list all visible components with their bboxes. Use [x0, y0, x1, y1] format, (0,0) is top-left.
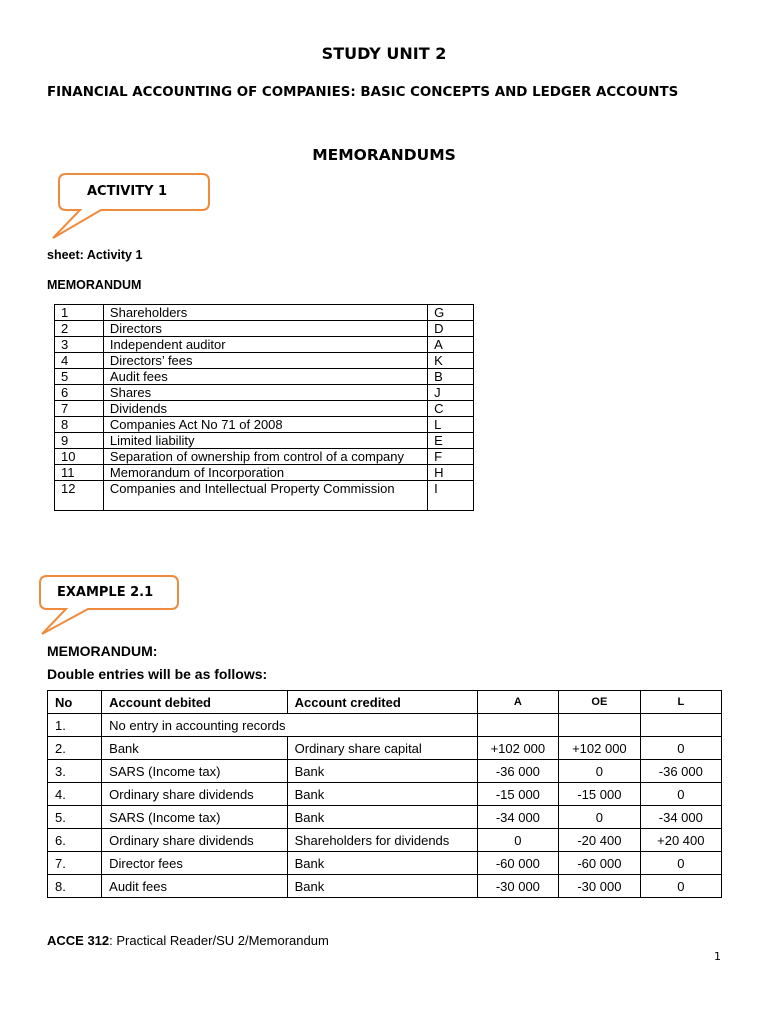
example-memorandum-label: MEMORANDUM: — [47, 643, 158, 659]
section-title: MEMORANDUMS — [312, 146, 456, 164]
footer — [47, 933, 329, 948]
account-debited: Ordinary share dividends — [102, 783, 287, 806]
liabilities-value: +20 400 — [640, 829, 721, 852]
row-number: 5. — [48, 806, 102, 829]
row-number: 3. — [48, 760, 102, 783]
row-letter: F — [428, 449, 474, 465]
owners-equity-value: +102 000 — [559, 737, 641, 760]
table-header-row — [48, 691, 722, 714]
course-code: ACCE 312 — [47, 933, 110, 948]
row-number: 1 — [55, 305, 104, 321]
row-number: 6. — [48, 829, 102, 852]
account-debited: SARS (Income tax) — [102, 806, 287, 829]
page-number: 1 — [714, 950, 721, 963]
row-number: 4. — [48, 783, 102, 806]
table-row — [55, 321, 474, 337]
row-number: 6 — [55, 385, 104, 401]
table-row — [55, 465, 474, 481]
account-debited: Bank — [102, 737, 287, 760]
row-term: Directors’ fees — [103, 353, 427, 369]
column-header-owners-equity: OE — [559, 691, 641, 714]
table-row — [48, 806, 722, 829]
column-header-no: No — [48, 691, 102, 714]
sheet-label: sheet: Activity 1 — [47, 248, 143, 262]
table-row — [55, 449, 474, 465]
double-entries-table — [47, 690, 722, 898]
activity-matching-table — [54, 304, 474, 511]
row-term: Companies and Intellectual Property Commission — [103, 481, 427, 511]
owners-equity-value: 0 — [559, 760, 641, 783]
liabilities-value: -36 000 — [640, 760, 721, 783]
table-row — [55, 481, 474, 511]
account-credited: Bank — [287, 760, 477, 783]
row-number: 12 — [55, 481, 104, 511]
reader-text: : Practical Reader/SU 2/Memorandum — [109, 933, 329, 948]
owners-equity-value: -60 000 — [559, 852, 641, 875]
row-number: 10 — [55, 449, 104, 465]
table-row — [48, 760, 722, 783]
example-callout-label: EXAMPLE 2.1 — [57, 585, 154, 600]
owners-equity-value: 0 — [559, 806, 641, 829]
assets-value: -60 000 — [477, 852, 559, 875]
unit-title: STUDY UNIT 2 — [321, 44, 447, 63]
table-row — [55, 433, 474, 449]
row-letter: K — [428, 353, 474, 369]
account-credited: Shareholders for dividends — [287, 829, 477, 852]
account-credited: Bank — [287, 806, 477, 829]
liabilities-value: 0 — [640, 783, 721, 806]
no-entry-text: No entry in accounting records — [102, 714, 477, 737]
double-entries-intro: Double entries will be as follows: — [47, 666, 268, 682]
account-debited: Director fees — [102, 852, 287, 875]
row-number: 8 — [55, 417, 104, 433]
row-number: 9 — [55, 433, 104, 449]
memorandum-label: MEMORANDUM — [47, 278, 142, 292]
row-term: Independent auditor — [103, 337, 427, 353]
row-term: Companies Act No 71 of 2008 — [103, 417, 427, 433]
row-number: 7. — [48, 852, 102, 875]
row-number: 2 — [55, 321, 104, 337]
liabilities-value: -34 000 — [640, 806, 721, 829]
unit-subtitle: FINANCIAL ACCOUNTING OF COMPANIES: BASIC CONCEPTS AND LEDGER ACCOUNTS — [47, 85, 679, 100]
assets-value: +102 000 — [477, 737, 559, 760]
account-debited: SARS (Income tax) — [102, 760, 287, 783]
liabilities-value: 0 — [640, 737, 721, 760]
activity-callout-label: ACTIVITY 1 — [87, 184, 168, 199]
assets-value: -15 000 — [477, 783, 559, 806]
row-term: Shareholders — [103, 305, 427, 321]
account-debited: Ordinary share dividends — [102, 829, 287, 852]
column-header-liabilities: L — [640, 691, 721, 714]
row-letter: I — [428, 481, 474, 511]
assets-value: -30 000 — [477, 875, 559, 898]
row-number: 4 — [55, 353, 104, 369]
liabilities-value: 0 — [640, 852, 721, 875]
table-row — [55, 305, 474, 321]
column-header-assets: A — [477, 691, 559, 714]
assets-value: -34 000 — [477, 806, 559, 829]
row-letter: D — [428, 321, 474, 337]
row-term: Shares — [103, 385, 427, 401]
owners-equity-value: -15 000 — [559, 783, 641, 806]
row-letter: L — [428, 417, 474, 433]
row-number: 2. — [48, 737, 102, 760]
row-number: 11 — [55, 465, 104, 481]
table-row — [48, 737, 722, 760]
table-row — [55, 385, 474, 401]
table-row — [48, 829, 722, 852]
row-letter: C — [428, 401, 474, 417]
table-row — [48, 783, 722, 806]
liabilities-value: 0 — [640, 875, 721, 898]
table-row — [48, 714, 722, 737]
row-term: Memorandum of Incorporation — [103, 465, 427, 481]
table-row — [48, 852, 722, 875]
account-credited: Bank — [287, 783, 477, 806]
account-credited: Bank — [287, 875, 477, 898]
row-number: 5 — [55, 369, 104, 385]
row-number: 7 — [55, 401, 104, 417]
table-row — [48, 875, 722, 898]
table-row — [55, 353, 474, 369]
row-term: Limited liability — [103, 433, 427, 449]
account-debited: Audit fees — [102, 875, 287, 898]
column-header-account-debited: Account debited — [102, 691, 287, 714]
assets-value: 0 — [477, 829, 559, 852]
row-letter: B — [428, 369, 474, 385]
table-row — [55, 401, 474, 417]
account-credited: Bank — [287, 852, 477, 875]
row-number: 1. — [48, 714, 102, 737]
row-term: Separation of ownership from control of a company — [103, 449, 427, 465]
row-letter: E — [428, 433, 474, 449]
row-term: Directors — [103, 321, 427, 337]
account-credited: Ordinary share capital — [287, 737, 477, 760]
table-row — [55, 417, 474, 433]
row-number: 3 — [55, 337, 104, 353]
owners-equity-value: -30 000 — [559, 875, 641, 898]
assets-value: -36 000 — [477, 760, 559, 783]
row-letter: H — [428, 465, 474, 481]
table-row — [55, 337, 474, 353]
row-letter: G — [428, 305, 474, 321]
row-letter: A — [428, 337, 474, 353]
row-number: 8. — [48, 875, 102, 898]
row-term: Dividends — [103, 401, 427, 417]
row-term: Audit fees — [103, 369, 427, 385]
owners-equity-value: -20 400 — [559, 829, 641, 852]
row-letter: J — [428, 385, 474, 401]
table-row — [55, 369, 474, 385]
column-header-account-credited: Account credited — [287, 691, 477, 714]
